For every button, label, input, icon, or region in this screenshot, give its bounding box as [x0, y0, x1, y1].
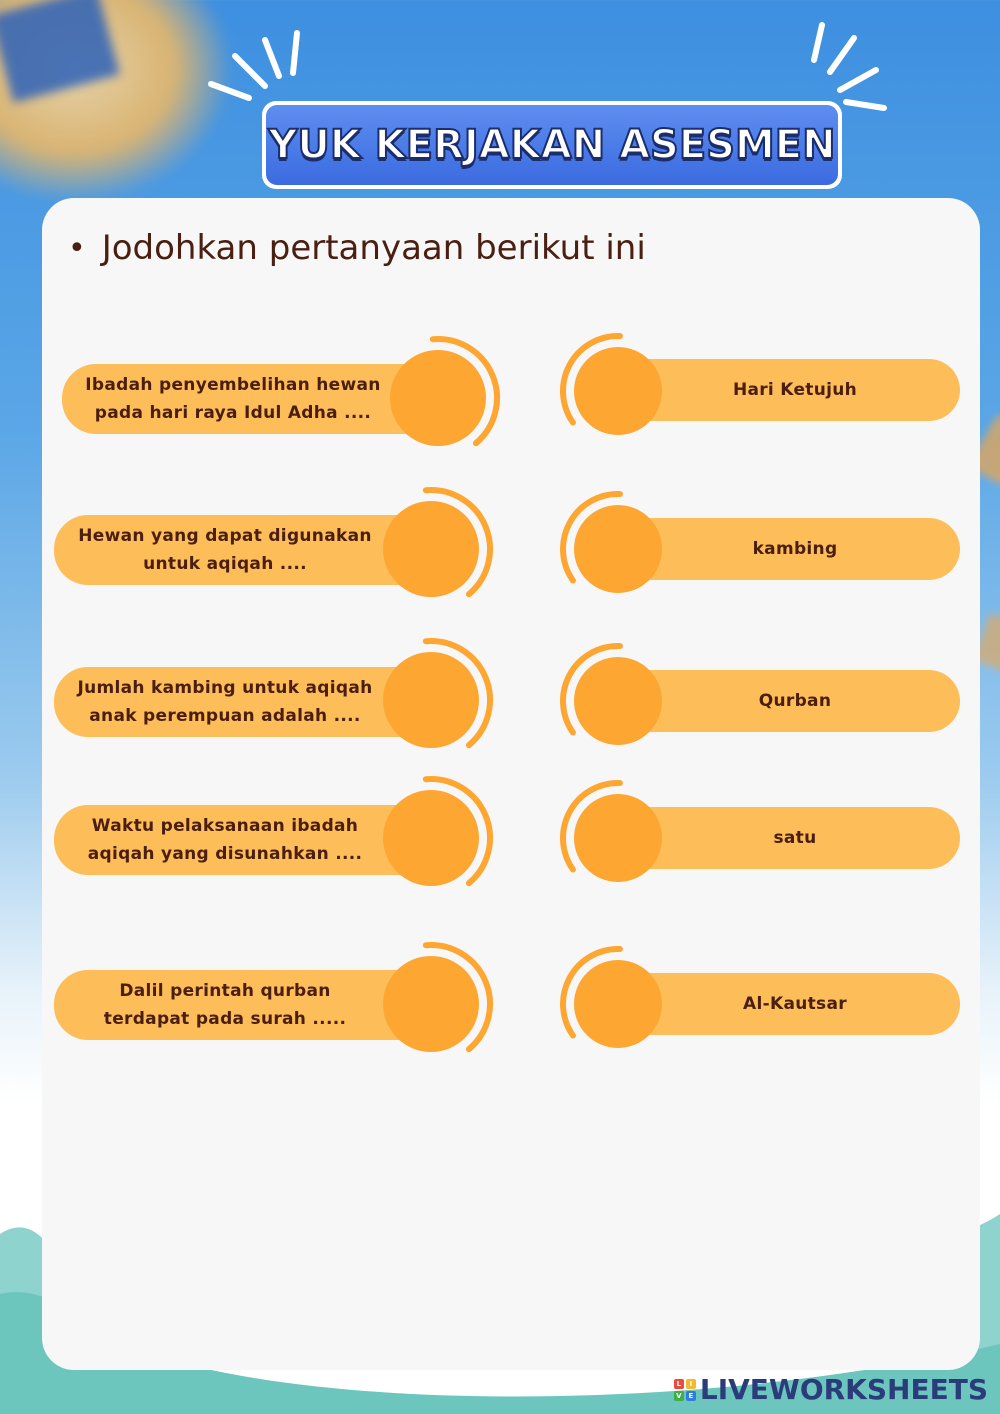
question-text [88, 812, 363, 868]
question-line: pada hari raya Idul Adha .... [94, 403, 372, 423]
logo-square: E [686, 1391, 696, 1401]
question-connector-dot[interactable] [390, 350, 486, 446]
question-line: terdapat pada surah ..... [103, 1009, 347, 1029]
answer-text: Al-Kautsar [743, 994, 847, 1014]
title-banner-inner [266, 105, 838, 185]
question-line: Jumlah kambing untuk aqiqah [77, 678, 373, 698]
answer-connector-dot[interactable] [574, 347, 662, 435]
question-line: Hewan yang dapat digunakan [78, 526, 372, 546]
question-line: untuk aqiqah .... [143, 554, 307, 574]
question-line: Dalil perintah qurban [119, 981, 331, 1001]
logo-text: LIVEWORKSHEETS [699, 1373, 988, 1406]
question-text [78, 522, 372, 578]
page-title: YUK KERJAKAN ASESMEN [268, 122, 836, 168]
logo-square: V [674, 1391, 684, 1401]
question-connector-dot[interactable] [383, 652, 479, 748]
question-line: Ibadah penyembelihan hewan [85, 375, 381, 395]
question-line: Waktu pelaksanaan ibadah [91, 816, 359, 836]
instruction-text: Jodohkan pertanyaan berikut ini [101, 228, 646, 268]
question-text [77, 674, 372, 730]
bullet: • [68, 230, 86, 266]
logo-icon [674, 1379, 696, 1401]
question-connector-dot[interactable] [383, 956, 479, 1052]
liveworksheets-logo[interactable] [674, 1373, 988, 1406]
answer-text: Hari Ketujuh [732, 380, 858, 400]
title-banner [262, 101, 842, 189]
logo-square: I [686, 1379, 696, 1389]
question-line: anak perempuan adalah .... [89, 706, 361, 726]
answer-connector-dot[interactable] [574, 505, 662, 593]
answer-connector-dot[interactable] [574, 657, 662, 745]
question-connector-dot[interactable] [383, 501, 479, 597]
question-connector-dot[interactable] [383, 790, 479, 886]
logo-square: L [674, 1379, 684, 1389]
question-text [85, 371, 380, 427]
burst-decoration-left [205, 28, 315, 108]
question-line: aqiqah yang disunahkan .... [87, 844, 363, 864]
answer-connector-dot[interactable] [574, 960, 662, 1048]
answer-text: Qurban [758, 691, 832, 711]
answer-connector-dot[interactable] [574, 794, 662, 882]
answer-text: satu [773, 828, 817, 848]
answer-text: kambing [752, 539, 838, 559]
question-text [104, 977, 346, 1033]
instruction [68, 228, 646, 268]
